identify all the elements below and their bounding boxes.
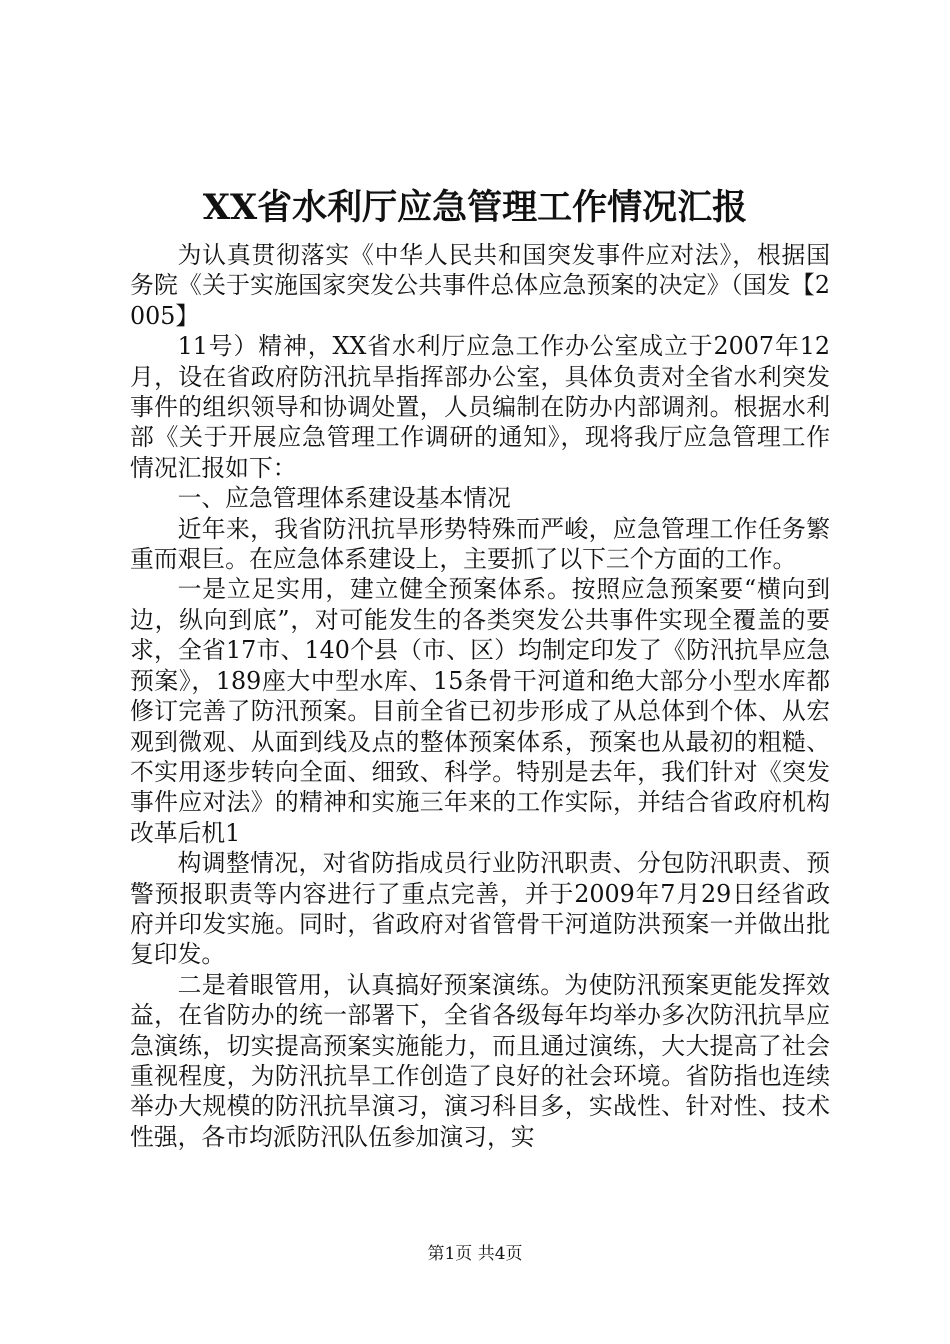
paragraph-office: 11号）精神，XX省水利厅应急工作办公室成立于2007年12月，设在省政府防汛抗旱指挥部办公室，具体负责对全省水利突发事件的组织领导和协调处置，人员编制在防办内部调剂。根据水利部《关于开展应急管理工作调研的通知》，现将我厅应急管理工作情况汇报如下： xyxy=(130,332,830,482)
paragraph-drills: 二是着眼管用，认真搞好预案演练。为使防汛预案更能发挥效益，在省防办的统一部署下，全省各级每年均举办多次防汛抗旱应急演练，切实提高预案实施能力，而且通过演练，大大提高了社会重视程度，为防汛抗旱工作创造了良好的社会环境。省防指也连续举办大规模的防汛抗旱演习，演习科目多，实战性、针对性、技术性强，各市均派防汛队伍参加演习，实 xyxy=(130,970,830,1151)
document-title: XX省水利厅应急管理工作情况汇报 xyxy=(202,187,748,228)
section-heading: 一、应急管理体系建设基本情况 xyxy=(177,484,511,513)
paragraph-adjustment: 构调整情况，对省防指成员行业防汛职责、分包防汛职责、预警预报职责等内容进行了重点完善，并于2009年7月29日经省政府并印发实施。同时，省政府对省管骨干河道防洪预案一并做出批复印发。 xyxy=(130,849,830,969)
document-body xyxy=(130,240,830,1152)
page-footer: 第1页 共4页 xyxy=(427,1244,523,1264)
paragraph-plan-system: 一是立足实用，建立健全预案体系。按照应急预案要“横向到边，纵向到底”，对可能发生的各类突发公共事件实现全覆盖的要求，全省17市、140个县（市、区）均制定印发了《防汛抗旱应急预案》，189座大中型水库、15条骨干河道和绝大部分小型水库都修订完善了防汛预案。目前全省已初步形成了从总体到个体、从宏观到微观、从面到线及点的整体预案体系，预案也从最初的粗糙、不实用逐步转向全面、细致、科学。特别是去年，我们针对《突发事件应对法》的精神和实施三年来的工作实际，并结合省政府机构改革后机1 xyxy=(130,575,830,847)
paragraph-intro: 为认真贯彻落实《中华人民共和国突发事件应对法》，根据国务院《关于实施国家突发公共事件总体应急预案的决定》（国发【2005】 xyxy=(130,241,830,330)
paragraph-overview: 近年来，我省防汛抗旱形势特殊而严峻，应急管理工作任务繁重而艰巨。在应急体系建设上，主要抓了以下三个方面的工作。 xyxy=(130,514,830,574)
